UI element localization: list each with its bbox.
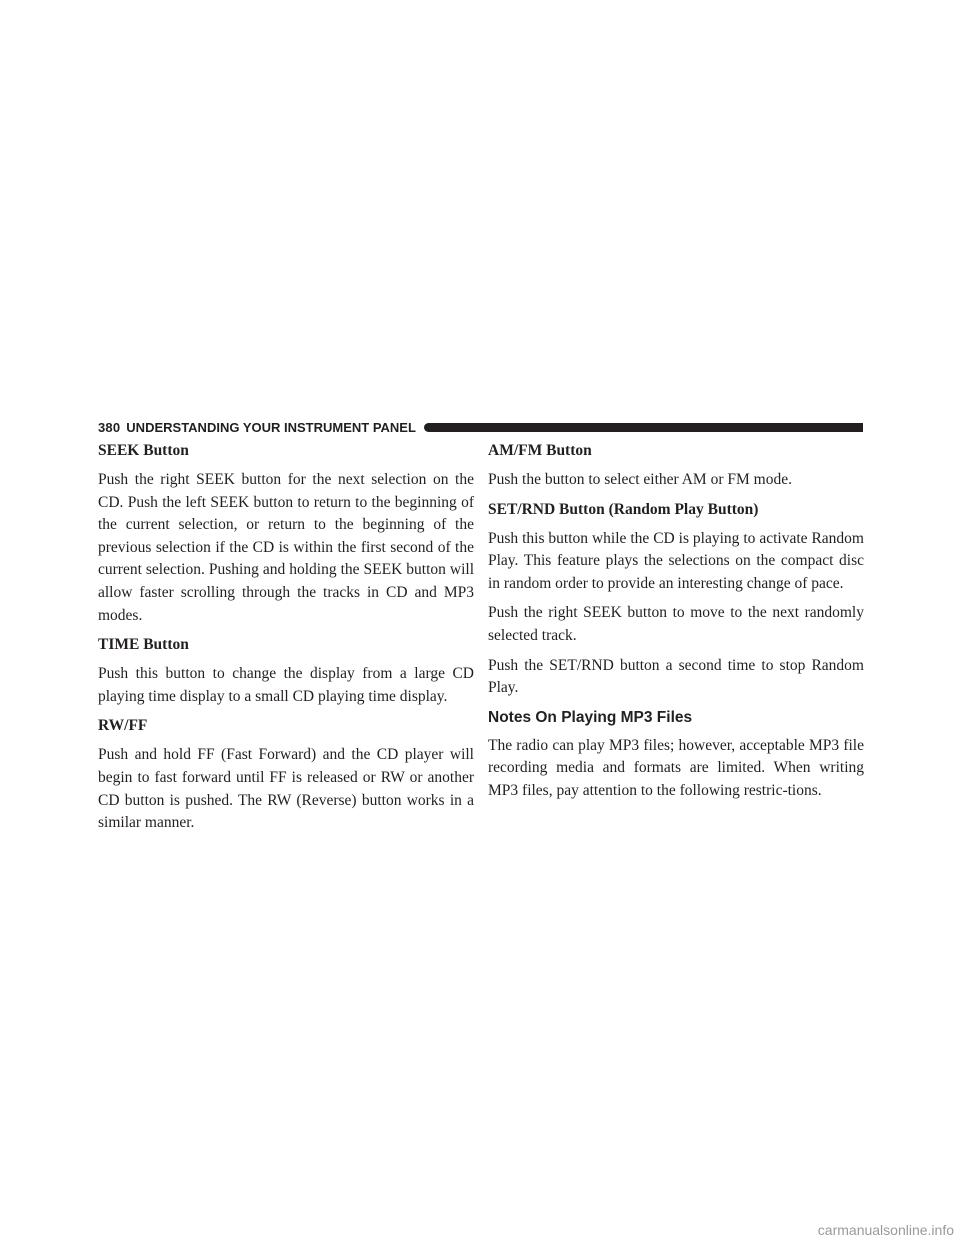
amfm-button-text: Push the button to select either AM or FM mode. [488,471,792,488]
page-header [98,418,863,436]
mp3-notes-text: The radio can play MP3 files; however, acceptable MP3 file recording media and formats are limited. When writing MP3 files, pay attention to the following restric-tions. [488,736,864,799]
time-button-heading: TIME Button [98,636,189,654]
setrnd-text-2: Push the right SEEK button to move to the next randomly selected track. [488,604,864,644]
amfm-button-heading: AM/FM Button [488,442,592,459]
right-column [488,440,864,810]
setrnd-text-3: Push the SET/RND button a second time to stop Random Play. [488,656,864,697]
setrnd-text-1: Push this button while the CD is playing to activate Random Play. This feature plays the selections on the compact disc in random order to provide an interesting change of pace. [488,529,864,592]
page-number: 380 [98,419,121,435]
seek-button-heading: SEEK Button [98,442,189,459]
rwff-heading: RW/FF [98,717,148,735]
left-column [98,440,474,842]
header-rule [424,423,863,432]
mp3-notes-heading: Notes On Playing MP3 Files [488,708,693,726]
watermark: carmanualsonline.info [817,1222,954,1238]
time-button-text: Push this button to change the display from a large CD playing time display to a small CD playing time display. [98,665,474,705]
seek-button-text: Push the right SEEK button for the next selection on the CD. Push the left SEEK button to return to the beginning of the current selection, or return to the beginning of the previous selection if the CD is within the first second of the current selection. Pushing and holding the SEEK button will allow faster scrolling through the tracks in CD and MP3 modes. [98,471,474,624]
section-title: UNDERSTANDING YOUR INSTRUMENT PANEL [126,419,416,435]
rwff-text: Push and hold FF (Fast Forward) and the CD player will begin to fast forward until FF is released or RW or another CD button is pushed. The RW (Reverse) button works in a similar manner. [98,746,474,832]
setrnd-button-heading: SET/RND Button (Random Play Button) [488,500,759,518]
